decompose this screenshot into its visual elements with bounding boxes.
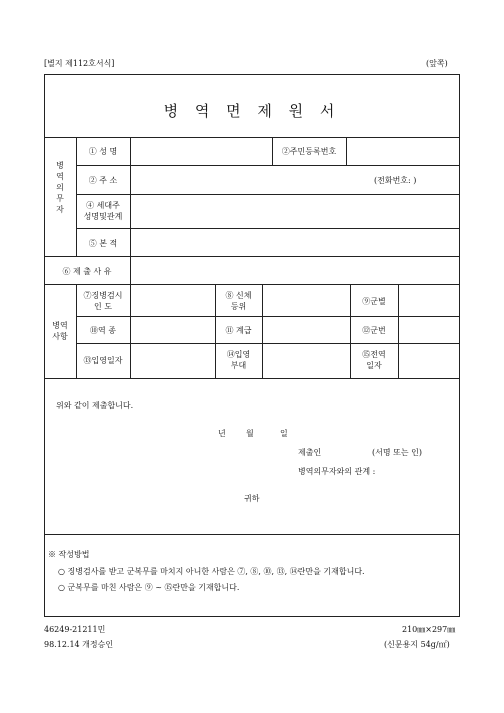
year-label: 년 (218, 429, 226, 438)
instructions-heading: ※ 작성방법 (48, 550, 90, 559)
discharge-line: ⑮전역 (362, 350, 386, 359)
exam-label-line: ⑦징병검시 (83, 291, 123, 300)
divider (44, 256, 460, 257)
divider (346, 137, 347, 165)
enlist-unit-field[interactable] (264, 345, 348, 376)
enlist-unit-line: 부대 (230, 361, 247, 370)
reason-label: ⑥ 제 출 사 유 (62, 267, 112, 276)
address-label: ② 주 소 (88, 176, 118, 185)
paper-size: 210㎜×297㎜ (402, 625, 456, 634)
obligor-label-char: 무 (56, 194, 64, 203)
military-label-line: 병역 (52, 321, 68, 330)
origin-label: ⑤ 본 적 (88, 239, 118, 248)
obligor-section-label (48, 160, 72, 215)
id-number-field[interactable] (348, 139, 456, 163)
service-type-field[interactable] (132, 318, 213, 341)
serial-label: ⑫군번 (362, 326, 386, 335)
addressee: 귀하 (244, 494, 260, 503)
divider (76, 343, 460, 344)
origin-field[interactable] (132, 230, 456, 254)
relation-label: 병역의무자와의 관계 : (298, 467, 376, 476)
declaration-statement: 위와 같이 제출합니다. (56, 401, 134, 410)
phone-label: (전화번호: ) (374, 176, 417, 185)
divider (44, 378, 460, 379)
month-label: 월 (246, 429, 254, 438)
divider (44, 137, 460, 138)
instruction-item: ○ 군복무를 마친 사람은 ⑨ ~ ⑮란만을 기재합니다. (58, 583, 240, 592)
sign-note: (서명 또는 인) (372, 448, 422, 457)
divider (262, 284, 263, 378)
divider (130, 137, 131, 256)
address-field[interactable] (132, 167, 362, 192)
rank-label: ⑪ 계급 (225, 326, 252, 335)
household-label-line: ④ 세대주 (86, 201, 120, 210)
divider (76, 194, 460, 195)
branch-label: ⑨군별 (362, 297, 386, 306)
instruction-item: ○ 징병검사를 받고 군복무를 마치지 아니한 사람은 ⑦, ⑧, ⑩, ⑬, ⑭란만을 기재합니다. (58, 567, 365, 576)
day-label: 일 (280, 429, 288, 438)
reason-field[interactable] (132, 258, 456, 282)
serial-field[interactable] (400, 318, 456, 341)
divider (76, 228, 460, 229)
submitter-label: 제출인 (298, 448, 322, 457)
divider (76, 316, 460, 317)
divider (44, 534, 460, 535)
name-field[interactable] (132, 139, 270, 163)
enlist-date-label: ⑬입영일자 (83, 356, 123, 365)
divider (398, 284, 399, 378)
enlist-date-field[interactable] (132, 345, 213, 376)
divider (130, 256, 131, 284)
form-number: [별지 제112호서식] (44, 59, 115, 68)
discharge-date-field[interactable] (400, 345, 456, 376)
obligor-label-char: 의 (56, 183, 64, 192)
paper-type: (신문용지 54g/㎡) (384, 640, 450, 649)
rank-field[interactable] (264, 318, 348, 341)
body-grade-line: ⑧ 신체 (225, 291, 252, 300)
body-grade-label (215, 290, 262, 312)
form-code: 46249-21211민 (44, 625, 106, 634)
obligor-label-char: 역 (56, 172, 64, 181)
household-head-field[interactable] (132, 196, 456, 226)
exam-label-line: 인 도 (94, 302, 112, 311)
service-type-label: ⑩역 종 (90, 326, 116, 335)
page-title: 병 역 면 제 원 서 (163, 102, 341, 120)
id-number-label: ②주민등록번호 (281, 147, 337, 156)
body-grade-field[interactable] (264, 286, 348, 314)
discharge-date-label (350, 349, 398, 371)
military-label-line: 사항 (52, 332, 68, 341)
household-label-line: 성명및관계 (83, 212, 123, 221)
discharge-line: 일자 (366, 361, 382, 370)
military-section-label (44, 320, 76, 342)
name-label: ① 성 명 (88, 147, 118, 156)
obligor-label-char: 병 (56, 161, 64, 170)
branch-field[interactable] (400, 286, 456, 314)
exam-field[interactable] (132, 286, 213, 314)
exam-label (76, 290, 130, 312)
household-head-label (76, 200, 130, 222)
enlist-unit-label (215, 349, 262, 371)
obligor-label-char: 자 (56, 205, 64, 214)
body-grade-line: 등위 (230, 302, 247, 311)
divider (76, 165, 460, 166)
enlist-unit-line: ⑭입영 (226, 350, 251, 359)
approval-date: 98.12.14 개정승인 (44, 640, 114, 649)
submitter-field[interactable] (330, 443, 366, 457)
page-side: (앞쪽) (426, 59, 448, 68)
divider (130, 284, 131, 378)
